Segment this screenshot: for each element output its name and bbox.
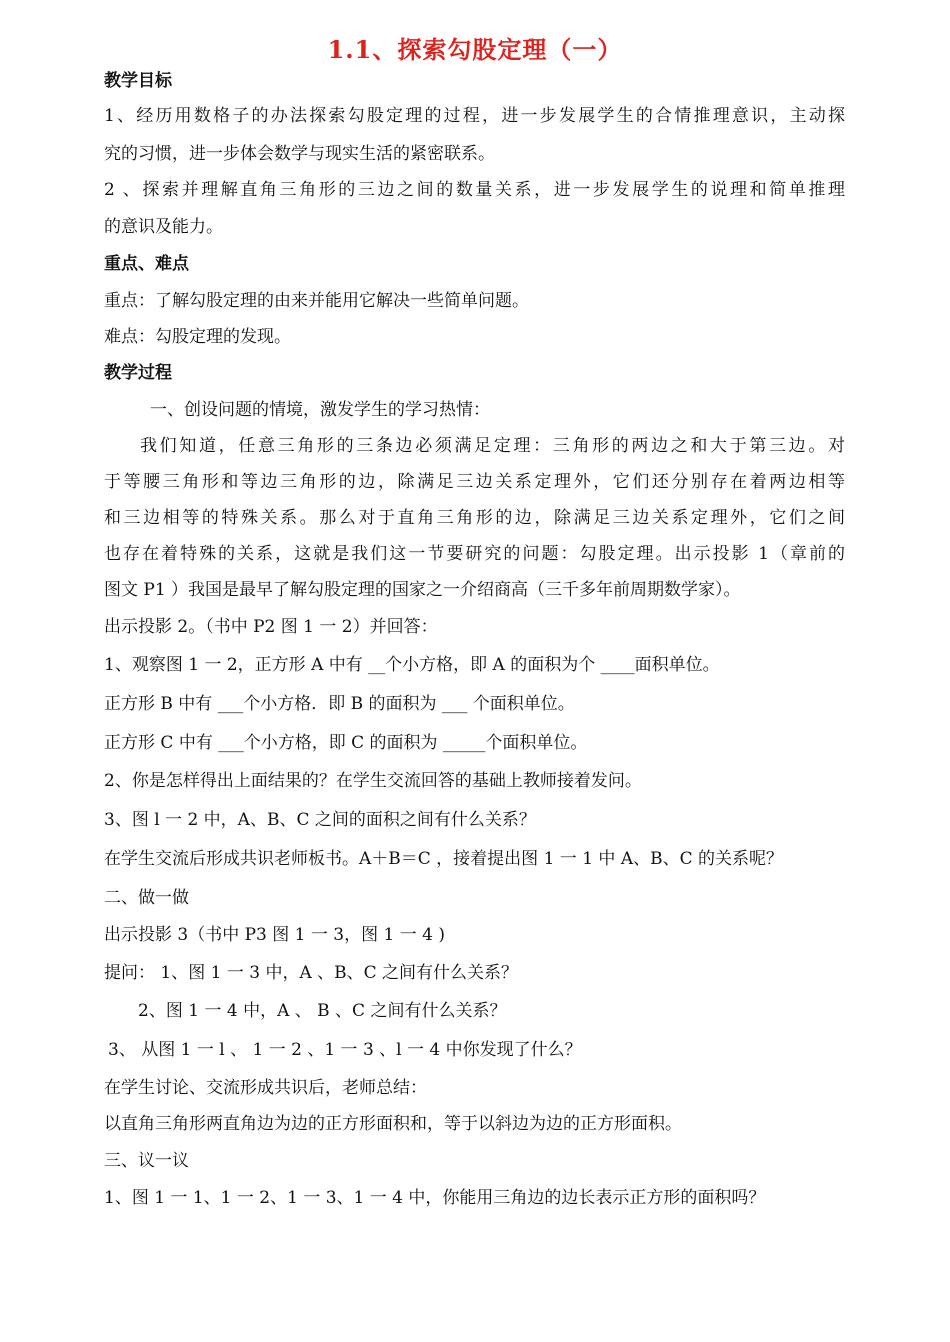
- ask-1: 提问： 1、图 1 一 3 中，A 、B、C 之间有什么关系？: [104, 963, 519, 983]
- question-3-answer: 在学生交流后形成共识老师板书。A＋B＝C ，接着提出图 1 一 1 中 A、B、C 的关系呢？: [104, 849, 784, 869]
- paragraph-line-4: 也存在着特殊的关系，这就是我们这一节要研究的问题：勾股定理。出示投影 1（章前的: [104, 544, 845, 564]
- goal-1-line-1: 1、经历用数格子的办法探索勾股定理的过程，进一步发展学生的合情推理意识，主动探: [104, 106, 845, 126]
- question-1-c: 正方形 C 中有 ___个小方格，即 C 的面积为 _____个面积单位。: [104, 733, 588, 753]
- paragraph-line-3: 和三边相等的特殊关系。那么对于直角三角形的边，除满足三边关系定理外，它们之间: [104, 508, 845, 528]
- summary-text: 以直角三角形两直角边为边的正方形面积和，等于以斜边为边的正方形面积。: [104, 1114, 682, 1134]
- paragraph-line-1: 我们知道，任意三角形的三条边必须满足定理：三角形的两边之和大于第三边。对: [140, 436, 845, 456]
- discussion-1: 1、图 1 一 1、1 一 2、1 一 3、1 一 4 中，你能用三角边的边长表示正方形的面积吗？: [104, 1188, 766, 1208]
- question-1-a: 1、观察图 1 一 2，正方形 A 中有 __个小方格，即 A 的面积为个 ____面积单位。: [104, 655, 720, 675]
- show-projection-2: 出示投影 2。（书中 P2 图 1 一 2）并回答：: [104, 617, 438, 637]
- question-2: 2、你是怎样得出上面结果的？在学生交流回答的基础上教师接着发问。: [104, 771, 642, 791]
- goal-1-line-2: 究的习惯，进一步体会数学与现实生活的紧密联系。: [104, 144, 495, 164]
- difficult-point: 难点：勾股定理的发现。: [104, 327, 291, 347]
- ask-3: 3、 从图 1 一 l 、 1 一 2 、1 一 3 、l 一 4 中你发现了什么？: [108, 1040, 582, 1060]
- show-projection-3: 出示投影 3（书中 P3 图 1 一 3，图 1 一 4 ): [104, 925, 446, 945]
- step-2-title: 二、做一做: [104, 888, 189, 908]
- step-1-title: 一、创设问题的情境，激发学生的学习热情：: [150, 400, 490, 420]
- question-1-b: 正方形 B 中有 ___个小方格．即 B 的面积为 ___ 个面积单位。: [104, 694, 575, 714]
- key-points-heading: 重点、难点: [104, 254, 189, 274]
- key-point: 重点：了解勾股定理的由来并能用它解决一些简单问题。: [104, 291, 529, 311]
- paragraph-line-2: 于等腰三角形和等边三角形的边，除满足三边关系定理外，它们还分别存在着两边相等: [104, 472, 845, 492]
- step-3-title: 三、议一议: [104, 1151, 189, 1171]
- summary-intro: 在学生讨论、交流形成共识后，老师总结：: [104, 1078, 427, 1098]
- page-title: 1.1、探索勾股定理（一）: [327, 35, 623, 64]
- goal-2-line-2: 的意识及能力。: [104, 217, 223, 237]
- paragraph-line-5: 图文 P1 ）我国是最早了解勾股定理的国家之一介绍商高（三千多年前周期数学家）。: [104, 580, 741, 600]
- question-3: 3、图 l 一 2 中，A、B、C 之间的面积之间有什么关系？: [104, 810, 536, 830]
- process-heading: 教学过程: [104, 363, 172, 383]
- goals-heading: 教学目标: [104, 71, 172, 91]
- goal-2-line-1: 2 、探索并理解直角三角形的三边之间的数量关系，进一步发展学生的说理和简单推理: [104, 180, 845, 200]
- ask-2: 2、图 1 一 4 中，A 、 B 、C 之间有什么关系？: [138, 1001, 507, 1021]
